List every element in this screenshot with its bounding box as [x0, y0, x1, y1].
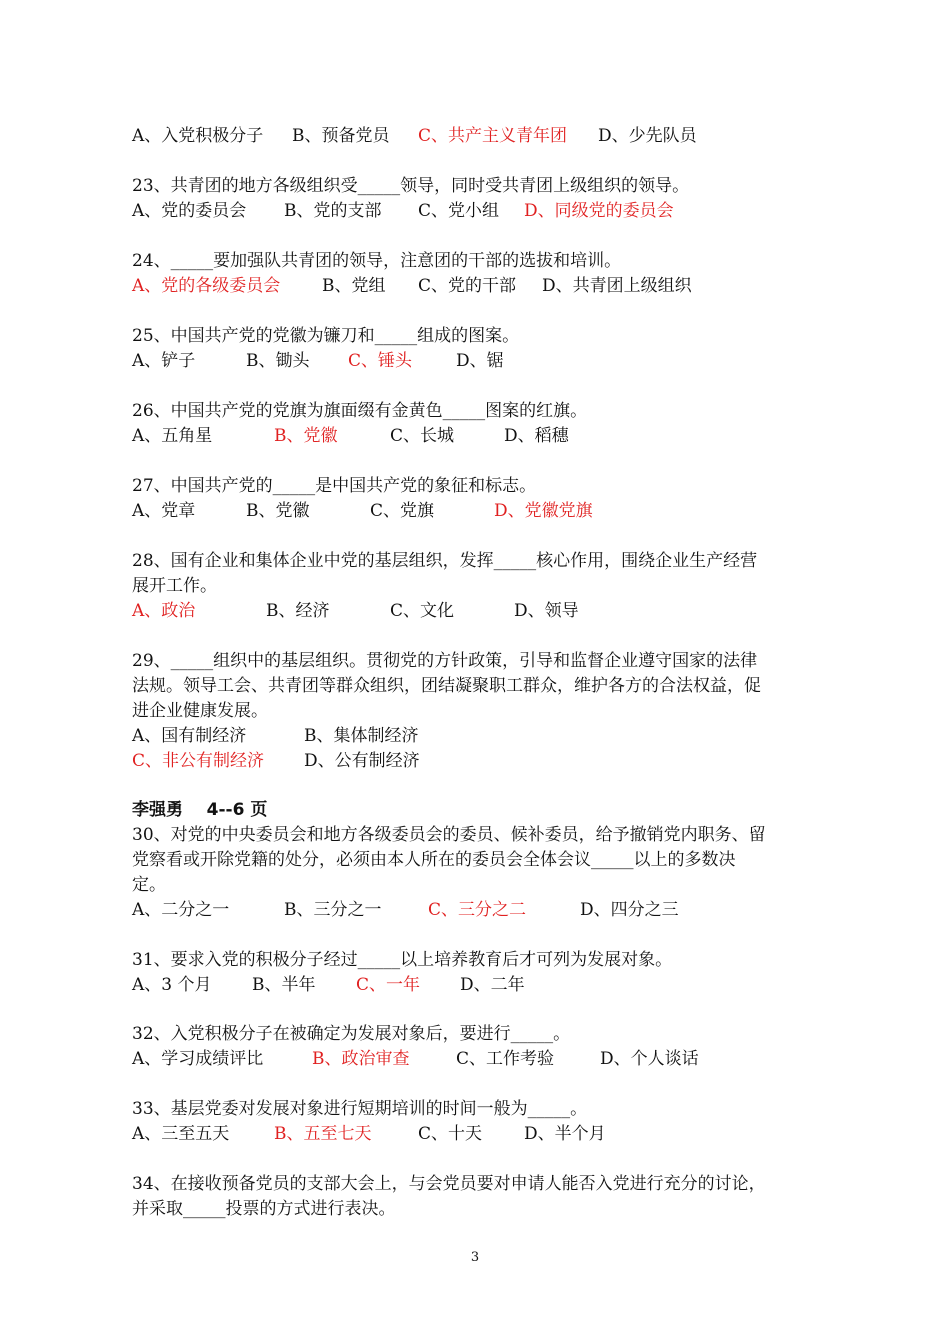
question-30-cont2: 定。	[132, 875, 166, 895]
option-a-answer: A、党的各级委员会	[132, 276, 281, 296]
option-b: B、三分之一	[284, 900, 382, 920]
option-d: D、领导	[514, 601, 579, 621]
option-b: B、锄头	[246, 351, 310, 371]
question-29-cont: 法规。领导工会、共青团等群众组织，团结凝聚职工群众，维护各方的合法权益，促	[132, 676, 761, 696]
option-d: D、稻穗	[504, 426, 569, 446]
option-d: D、锯	[456, 351, 504, 371]
option-c-answer: C、一年	[356, 975, 421, 995]
question-25: 25、中国共产党的党徽为镰刀和_____组成的图案。	[132, 326, 520, 346]
option-d: D、二年	[460, 975, 525, 995]
question-34: 34、在接收预备党员的支部大会上，与会党员要对申请人能否入党进行充分的讨论，	[132, 1174, 766, 1194]
option-b-answer: B、五至七天	[274, 1124, 372, 1144]
option-c: C、工作考验	[456, 1049, 555, 1069]
option-a: A、三至五天	[132, 1124, 230, 1144]
option-b: B、预备党员	[292, 126, 390, 146]
option-d: D、少先队员	[598, 126, 697, 146]
option-a: A、二分之一	[132, 900, 230, 920]
question-28-cont: 展开工作。	[132, 576, 217, 596]
option-c: C、长城	[390, 426, 455, 446]
page-number: 3	[470, 1250, 480, 1265]
option-a: A、党的委员会	[132, 201, 247, 221]
option-c: C、党小组	[418, 201, 500, 221]
question-33: 33、基层党委对发展对象进行短期培训的时间一般为_____。	[132, 1099, 588, 1119]
question-30-cont: 党察看或开除党籍的处分，必须由本人所在的委员会全体会议_____以上的多数决	[132, 850, 736, 870]
option-d: D、四分之三	[580, 900, 679, 920]
option-d: D、个人谈话	[600, 1049, 699, 1069]
option-a: A、五角星	[132, 426, 213, 446]
option-a: A、入党积极分子	[132, 126, 264, 146]
option-c-answer: C、三分之二	[428, 900, 527, 920]
option-b: B、党的支部	[284, 201, 382, 221]
section-heading: 李强勇 4--6 页	[132, 800, 268, 820]
option-a-answer: A、政治	[132, 601, 196, 621]
question-30: 30、对党的中央委员会和地方各级委员会的委员、候补委员，给予撤销党内职务、留	[132, 825, 766, 845]
option-b-answer: B、政治审查	[312, 1049, 410, 1069]
option-c: C、党旗	[370, 501, 435, 521]
question-27: 27、中国共产党的_____是中国共产党的象征和标志。	[132, 476, 537, 496]
question-34-cont: 并采取_____投票的方式进行表决。	[132, 1199, 396, 1219]
option-b: B、党组	[322, 276, 386, 296]
option-d-answer: D、党徽党旗	[494, 501, 593, 521]
option-a: A、铲子	[132, 351, 196, 371]
question-32: 32、入党积极分子在被确定为发展对象后，要进行_____。	[132, 1024, 571, 1044]
option-d-answer: D、同级党的委员会	[524, 201, 674, 221]
option-b: B、经济	[266, 601, 330, 621]
option-c: C、文化	[390, 601, 455, 621]
question-24: 24、_____要加强队共青团的领导，注意团的干部的选拔和培训。	[132, 251, 622, 271]
question-23: 23、共青团的地方各级组织受_____领导，同时受共青团上级组织的领导。	[132, 176, 690, 196]
option-b: B、半年	[252, 975, 316, 995]
option-c-answer: C、非公有制经济	[132, 751, 265, 771]
option-c-answer: C、共产主义青年团	[418, 126, 568, 146]
option-b: B、党徽	[246, 501, 310, 521]
question-31: 31、要求入党的积极分子经过_____以上培养教育后才可列为发展对象。	[132, 950, 673, 970]
question-28: 28、国有企业和集体企业中党的基层组织，发挥_____核心作用，围绕企业生产经营	[132, 551, 758, 571]
option-c-answer: C、锤头	[348, 351, 413, 371]
option-a: A、3 个月	[132, 975, 212, 995]
option-a: A、学习成绩评比	[132, 1049, 264, 1069]
question-29: 29、_____组织中的基层组织。贯彻党的方针政策，引导和监督企业遵守国家的法律	[132, 651, 758, 671]
option-b-answer: B、党徽	[274, 426, 338, 446]
option-c: C、十天	[418, 1124, 483, 1144]
option-c: C、党的干部	[418, 276, 517, 296]
option-d: D、公有制经济	[304, 751, 420, 771]
question-26: 26、中国共产党的党旗为旗面缀有金黄色_____图案的红旗。	[132, 401, 588, 421]
option-d: D、半个月	[524, 1124, 606, 1144]
option-a: A、党章	[132, 501, 196, 521]
option-d: D、共青团上级组织	[542, 276, 692, 296]
question-29-cont2: 进企业健康发展。	[132, 701, 268, 721]
option-b: B、集体制经济	[304, 726, 419, 746]
option-a: A、国有制经济	[132, 726, 247, 746]
